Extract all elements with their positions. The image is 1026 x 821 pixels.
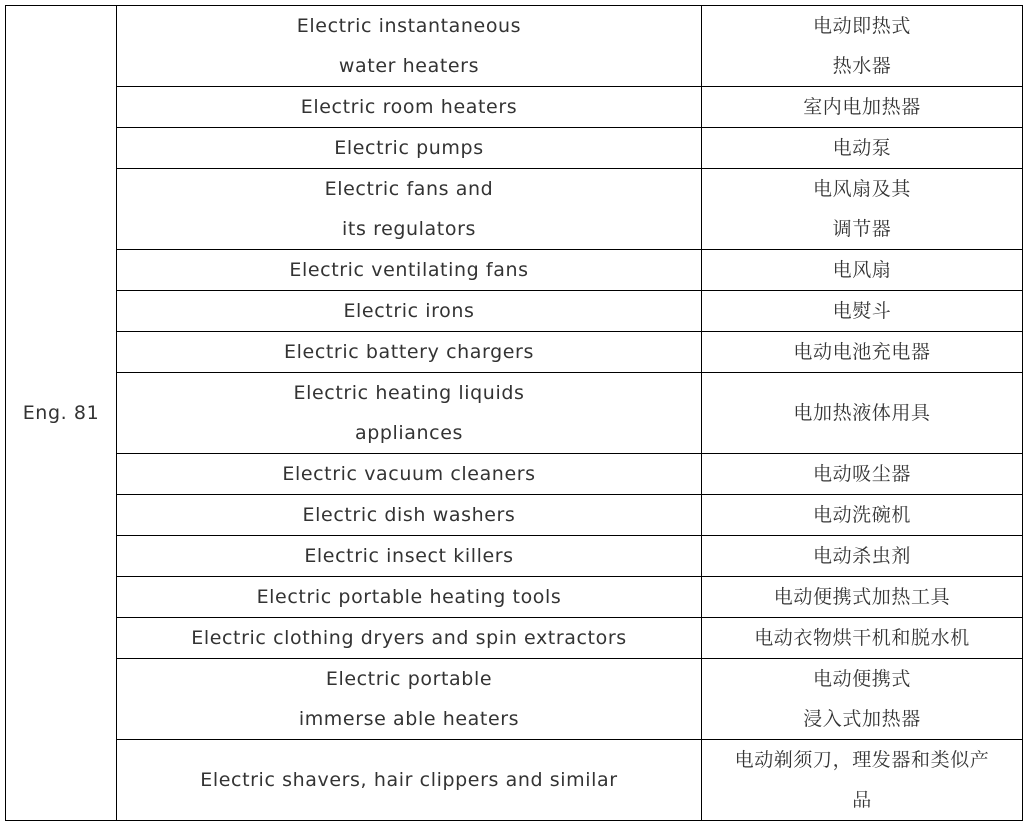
product-name-en-cell <box>117 618 702 659</box>
product-name-en: Electric pumps <box>334 137 484 159</box>
product-name-en-cell <box>117 169 702 250</box>
product-name-en: Electric irons <box>343 300 475 322</box>
product-name-zh: 电动吸尘器 <box>812 463 911 485</box>
table-row <box>6 740 1023 821</box>
table-row <box>6 373 1023 454</box>
product-name-en-cell <box>117 250 702 291</box>
table-row <box>6 495 1023 536</box>
product-name-zh: 热水器 <box>832 55 892 77</box>
product-name-en: Electric vacuum cleaners <box>282 463 536 485</box>
product-name-en-cell <box>117 291 702 332</box>
product-table-body <box>6 6 1023 821</box>
product-name-zh: 室内电加热器 <box>803 96 921 118</box>
table-row <box>6 454 1023 495</box>
product-name-zh-cell <box>702 87 1023 128</box>
product-name-zh-cell <box>702 250 1023 291</box>
product-name-en-cell <box>117 454 702 495</box>
product-name-zh-cell <box>702 291 1023 332</box>
product-name-zh: 电熨斗 <box>832 300 892 322</box>
table-row <box>6 332 1023 373</box>
product-name-en-cell <box>117 332 702 373</box>
product-name-en-cell <box>117 373 702 454</box>
product-name-en: Electric insect killers <box>304 545 514 567</box>
product-name-en-cell <box>117 495 702 536</box>
product-name-en: Electric dish washers <box>302 504 516 526</box>
product-name-zh-cell <box>702 128 1023 169</box>
product-name-zh: 电风扇及其 <box>812 178 911 200</box>
table-row <box>6 87 1023 128</box>
product-name-zh-cell <box>702 740 1023 821</box>
product-name-zh: 调节器 <box>832 218 892 240</box>
product-name-en-cell <box>117 536 702 577</box>
product-name-en-cell <box>117 87 702 128</box>
product-name-en-cell <box>117 740 702 821</box>
table-row <box>6 618 1023 659</box>
product-name-zh: 电动电池充电器 <box>793 341 931 363</box>
table-row <box>6 659 1023 740</box>
table-row <box>6 169 1023 250</box>
product-name-zh-cell <box>702 332 1023 373</box>
product-name-zh-cell <box>702 454 1023 495</box>
product-name-zh: 电加热液体用具 <box>793 402 931 424</box>
product-name-en: Electric portable heating tools <box>256 586 562 608</box>
product-name-zh-cell <box>702 536 1023 577</box>
product-name-zh: 浸入式加热器 <box>803 708 921 730</box>
product-name-en: Electric ventilating fans <box>289 259 529 281</box>
table-row <box>6 536 1023 577</box>
product-name-en: Electric heating liquids <box>293 382 525 404</box>
table-row <box>6 291 1023 332</box>
product-name-en: water heaters <box>338 55 480 77</box>
product-name-zh: 电动便携式 <box>812 668 911 690</box>
product-name-en: Electric battery chargers <box>284 341 534 363</box>
product-name-en: Electric shavers, hair clippers and similar <box>200 769 618 791</box>
table-row <box>6 6 1023 87</box>
product-name-en: appliances <box>354 422 464 444</box>
table-row <box>6 250 1023 291</box>
product-name-zh-cell <box>702 169 1023 250</box>
product-name-zh-cell <box>702 659 1023 740</box>
product-name-en-cell <box>117 577 702 618</box>
product-name-zh: 电动剃须刀，理发器和类似产 <box>734 749 990 771</box>
product-name-zh: 电动衣物烘干机和脱水机 <box>754 627 970 649</box>
product-name-en: its regulators <box>342 218 476 240</box>
product-name-zh-cell <box>702 495 1023 536</box>
product-name-zh: 电动洗碗机 <box>812 504 911 526</box>
product-name-en-cell <box>117 6 702 87</box>
product-name-en: immerse able heaters <box>298 708 520 730</box>
product-name-en-cell <box>117 128 702 169</box>
product-name-zh-cell <box>702 577 1023 618</box>
standard-code-cell <box>6 6 117 821</box>
product-name-en: Electric instantaneous <box>296 15 522 37</box>
product-name-zh: 品 <box>852 789 872 811</box>
product-name-en: Electric portable <box>325 668 493 690</box>
product-name-en: Electric fans and <box>324 178 494 200</box>
product-name-zh: 电动便携式加热工具 <box>773 586 951 608</box>
product-name-zh: 电动泵 <box>832 137 892 159</box>
product-name-zh-cell <box>702 373 1023 454</box>
product-name-zh: 电动即热式 <box>812 15 911 37</box>
product-name-zh: 电风扇 <box>832 259 892 281</box>
product-name-en-cell <box>117 659 702 740</box>
product-name-en: Electric clothing dryers and spin extractors <box>191 627 627 649</box>
product-name-en: Electric room heaters <box>300 96 518 118</box>
product-name-zh-cell <box>702 618 1023 659</box>
table-row <box>6 128 1023 169</box>
product-name-zh: 电动杀虫剂 <box>812 545 911 567</box>
product-name-zh-cell <box>702 6 1023 87</box>
standard-code: Eng. 81 <box>22 402 100 424</box>
product-table <box>5 5 1023 821</box>
table-row <box>6 577 1023 618</box>
